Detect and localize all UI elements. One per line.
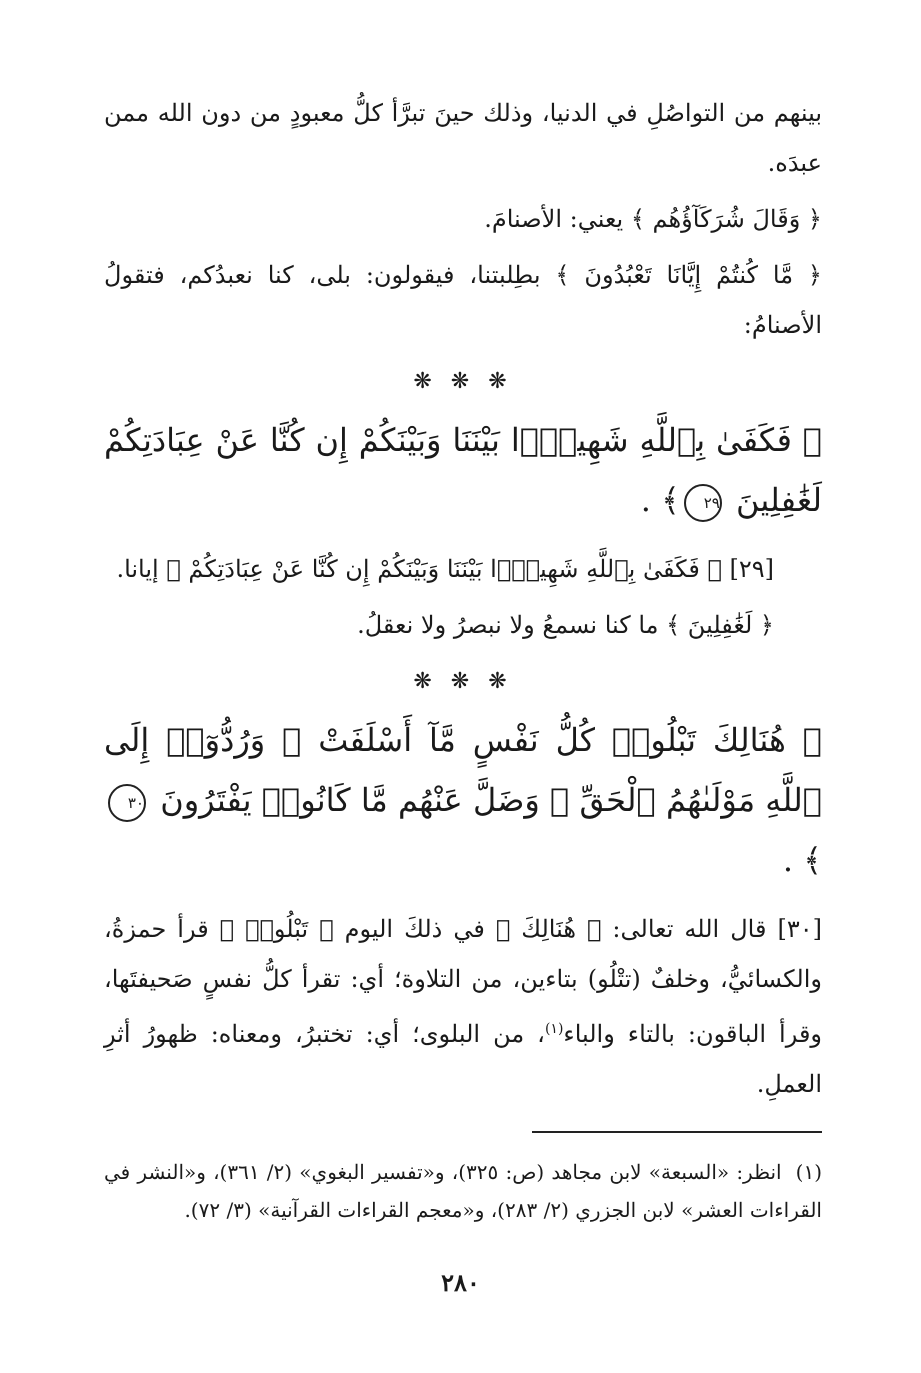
- section-separator: ❋ ❋ ❋: [413, 369, 513, 394]
- footnote-number: (١): [795, 1160, 822, 1184]
- verse-30: [104, 710, 822, 890]
- page-number: ٢٨٠: [441, 1268, 480, 1297]
- footnote-reference: (١): [544, 1021, 564, 1037]
- commentary-30-rest: ، من البلوى؛ أي: تختبرُ، ومعناه: ظهورُ أثرِ العملِ.: [104, 1020, 822, 1098]
- paragraph-1: بينهم من التواصُلِ في الدنيا، وذلك حينَ تبرَّأ كلُّ معبودٍ من دون الله ممن عبدَه.: [104, 99, 822, 177]
- commentary-30-main: [٣٠] قال الله تعالى: ﴿ هُنَالِكَ ﴾ في ذلكَ اليوم ﴿ تَبْلُوا۟ ﴾ قرأ حمزةُ، والكسائيُّ، وخلفٌ (تتْلُو) بتاءين، من التلاوة؛ أي: تقرأ كلُّ نفسٍ صَحيفتَها، وقرأ الباقون: بالتاء والباء: [104, 915, 823, 1048]
- section-separator: ❋ ❋ ❋: [413, 669, 513, 694]
- page-content: [104, 88, 822, 1229]
- footnote-divider-wrap: [104, 1131, 822, 1133]
- commentary-30: [104, 904, 822, 1109]
- verse-30-end: ﴾ .: [782, 841, 822, 879]
- verse-29-end: ﴾ .: [640, 481, 680, 519]
- ayah-number-marker: ٣٠: [108, 784, 146, 822]
- verse-29: [104, 410, 822, 530]
- footnote-divider: [532, 1131, 822, 1133]
- commentary-29: [٢٩] ﴿ فَكَفَىٰ بِٱللَّهِ شَهِيدًۢا بَيْنَنَا وَبَيْنَكُمْ إِن كُنَّا عَنْ عِبَادَتِكُمْ ﴾ إيانا.: [116, 555, 774, 583]
- footnote-text: انظر: «السبعة» لابن مجاهد (ص: ٣٢٥)، و«تفسير البغوي» (٢/ ٣٦١)، و«النشر في القراءات العشر» لابن الجزري (٢/ ٢٨٣)، و«معجم القراءات القرآنية» (٣/ ٧٢).: [104, 1160, 822, 1222]
- commentary-29-b: ﴿ لَغَٰفِلِينَ ﴾ ما كنا نسمعُ ولا نبصرُ ولا نعقلُ.: [357, 611, 774, 639]
- paragraph-2: ﴿ وَقَالَ شُرَكَآؤُهُم ﴾ يعني: الأصنامَ.: [484, 205, 822, 233]
- verse-30-text: ﴿ هُنَالِكَ تَبْلُوا۟ كُلُّ نَفْسٍ مَّآ أَسْلَفَتْ ۚ وَرُدُّوٓا۟ إِلَى ٱللَّهِ مَوْلَىٰهُمُ ٱلْحَقِّ ۖ وَضَلَّ عَنْهُم مَّا كَانُوا۟ يَفْتَرُونَ: [104, 721, 823, 819]
- verse-29-text: ﴿ فَكَفَىٰ بِٱللَّهِ شَهِيدًۢا بَيْنَنَا وَبَيْنَكُمْ إِن كُنَّا عَنْ عِبَادَتِكُمْ لَغَٰفِلِينَ: [104, 421, 822, 519]
- footnote: [104, 1153, 822, 1229]
- ayah-number-marker: ٢٩: [684, 484, 722, 522]
- paragraph-3: ﴿ مَّا كُنتُمْ إِيَّانَا تَعْبُدُونَ ﴾ بطِلبتنا، فيقولون: بلى، كنا نعبدُكم، فتقولُ الأصنامُ:: [104, 261, 822, 339]
